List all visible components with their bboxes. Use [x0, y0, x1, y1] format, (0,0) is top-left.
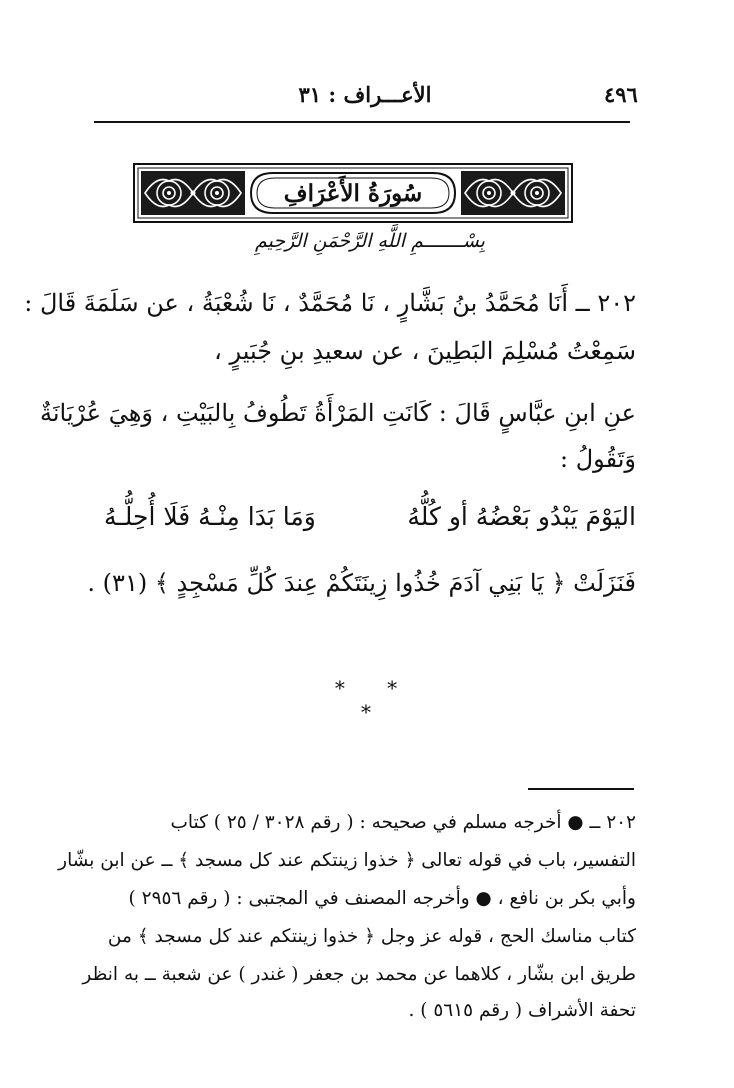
surah-banner	[133, 163, 573, 223]
header-divider	[94, 121, 630, 123]
hadith-line: ٢٠٢ ــ أَنَا مُحَمَّدُ بنُ بَشَّارٍ ، نَا مُحَمَّدٌ ، نَا شُعْبَةُ ، عن سَلَمَةَ قَالَ :	[24, 289, 636, 317]
footnote-line: وأبي بكر بن نافع ، ● وأخرجه المصنف في المجتبى : ( رقم ٢٩٥٦ )	[128, 888, 636, 909]
hadith-line: فَنَزَلَتْ ﴿ يَا بَنِي آدَمَ خُذُوا زِينَتَكُمْ عِندَ كُلِّ مَسْجِدٍ ﴾ (٣١) .	[87, 569, 636, 597]
running-head: الأعـــراف : ٣١	[298, 82, 432, 107]
poetry-verse	[104, 502, 636, 542]
section-break-asterisks: * * *	[334, 676, 416, 724]
hadith-line: عنِ ابنِ عبَّاسٍ قَالَ : كَانَتِ المَرْأَةُ تَطُوفُ بِالبَيْتِ ، وَهِيَ عُرْيَانَةٌ	[39, 399, 636, 427]
footnote-divider	[528, 788, 634, 790]
footnote-line: ٢٠٢ ــ ● أخرجه مسلم في صحيحه : ( رقم ٣٠٢٨ / ٢٥ ) كتاب	[170, 812, 636, 833]
basmala: بِسْـــــــمِ اللَّهِ الرَّحْمَنِ الرَّحِيمِ	[255, 230, 485, 252]
page-number: ٤٩٦	[604, 82, 638, 107]
hadith-line: وَتَقُولُ :	[560, 445, 636, 473]
verse-hemistich-second: وَمَا بَدَا مِنْـهُ فَلَا أُحِلُّـهُ	[104, 502, 316, 531]
footnote-line: التفسير، باب في قوله تعالى ﴿ خذوا زينتكم عند كل مسجد ﴾ ــ عن ابن بشّار	[58, 850, 636, 871]
verse-hemistich-first: اليَوْمَ يَبْدُو بَعْضُهُ أو كُلُّهُ	[407, 502, 636, 531]
surah-title: سُورَةُ الأَعْرَافِ	[283, 179, 423, 207]
footnote-line: تحفة الأشراف ( رقم ٥٦١٥ ) .	[408, 1000, 636, 1021]
footnote-line: كتاب مناسك الحج ، قوله عز وجل ﴿ خذوا زينتكم عند كل مسجد ﴾ من	[107, 926, 636, 947]
hadith-line: سَمِعْتُ مُسْلِمَ البَطِينَ ، عن سعيدِ بنِ جُبَيرٍ ،	[214, 337, 636, 365]
footnote-line: طريق ابن بشّار ، كلاهما عن محمد بن جعفر ( غندر ) عن شعبة ــ به انظر	[82, 964, 636, 985]
